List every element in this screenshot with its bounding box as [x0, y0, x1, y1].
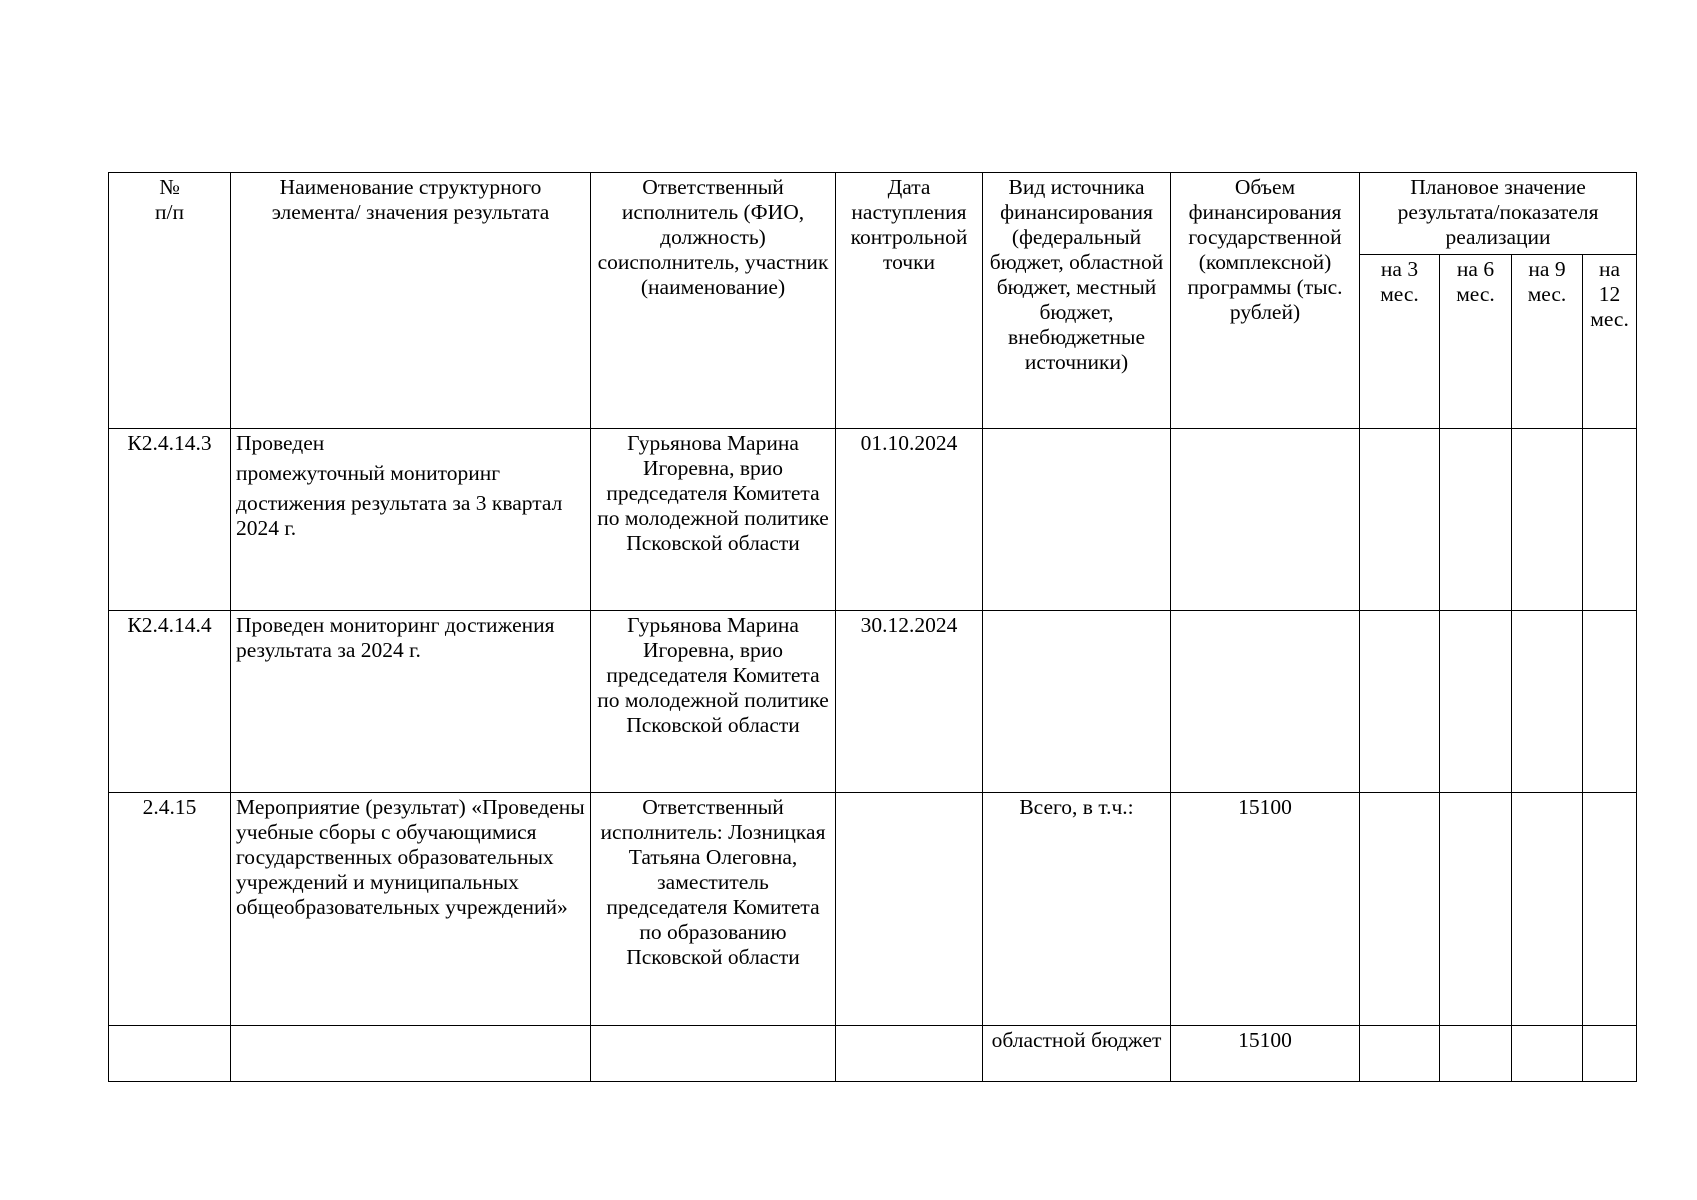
cell-responsible: Гурьянова Марина Игоревна, врио председателя Комитета по молодежной политике Псковской области — [591, 611, 836, 793]
cell-name: Проведен мониторинг достижения результата за 2024 г. — [231, 611, 591, 793]
header-name: Наименование структурного элемента/ значения результата — [231, 173, 591, 429]
header-num: № п/п — [109, 173, 231, 429]
cell-name — [231, 429, 591, 611]
cell-source: Всего, в т.ч.: — [983, 793, 1171, 1026]
cell-m9 — [1512, 611, 1583, 793]
cell-m12 — [1583, 611, 1637, 793]
cell-num: 2.4.15 — [109, 793, 231, 1026]
cell-m12 — [1583, 793, 1637, 1026]
header-planned: Плановое значение результата/показателя реализации — [1360, 173, 1637, 255]
cell-m9 — [1512, 793, 1583, 1026]
header-date: Дата наступления контрольной точки — [836, 173, 983, 429]
cell-date: 30.12.2024 — [836, 611, 983, 793]
cell-responsible: Гурьянова Марина Игоревна, врио председателя Комитета по молодежной политике Псковской области — [591, 429, 836, 611]
table-row — [109, 429, 1637, 611]
cell-responsible — [591, 1026, 836, 1082]
cell-source — [983, 611, 1171, 793]
header-m6: на 6 мес. — [1440, 255, 1512, 429]
cell-name: Мероприятие (результат) «Проведены учебные сборы с обучающимися государственных образовательных учреждений и муниципальных общеобразовательных учреждений» — [231, 793, 591, 1026]
header-row — [109, 173, 1637, 255]
cell-source — [983, 429, 1171, 611]
cell-m3 — [1360, 793, 1440, 1026]
cell-m6 — [1440, 429, 1512, 611]
cell-name-line: промежуточный мониторинг — [236, 461, 501, 485]
header-volume: Объем финансирования государственной (комплексной) программы (тыс. рублей) — [1171, 173, 1360, 429]
table-row — [109, 793, 1637, 1026]
control-points-table — [108, 172, 1637, 1082]
cell-m3 — [1360, 429, 1440, 611]
cell-m6 — [1440, 1026, 1512, 1082]
header-responsible: Ответственный исполнитель (ФИО, должность) соисполнитель, участник (наименование) — [591, 173, 836, 429]
table-row — [109, 611, 1637, 793]
header-m9: на 9 мес. — [1512, 255, 1583, 429]
cell-num: К2.4.14.3 — [109, 429, 231, 611]
cell-date — [836, 793, 983, 1026]
cell-num: К2.4.14.4 — [109, 611, 231, 793]
table-row — [109, 1026, 1637, 1082]
cell-source: областной бюджет — [983, 1026, 1171, 1082]
cell-m9 — [1512, 1026, 1583, 1082]
header-m12: на 12 мес. — [1583, 255, 1637, 429]
cell-m12 — [1583, 1026, 1637, 1082]
cell-date: 01.10.2024 — [836, 429, 983, 611]
cell-responsible: Ответственный исполнитель: Лозницкая Татьяна Олеговна, заместитель председателя Комитета по образованию Псковской области — [591, 793, 836, 1026]
header-source: Вид источника финансирования (федеральный бюджет, областной бюджет, местный бюджет, внебюджетные источники) — [983, 173, 1171, 429]
cell-m6 — [1440, 611, 1512, 793]
cell-m3 — [1360, 611, 1440, 793]
cell-m6 — [1440, 793, 1512, 1026]
cell-m12 — [1583, 429, 1637, 611]
cell-name — [231, 1026, 591, 1082]
cell-m9 — [1512, 429, 1583, 611]
cell-volume — [1171, 429, 1360, 611]
cell-num — [109, 1026, 231, 1082]
cell-m3 — [1360, 1026, 1440, 1082]
header-m3: на 3 мес. — [1360, 255, 1440, 429]
cell-volume — [1171, 611, 1360, 793]
cell-volume: 15100 — [1171, 1026, 1360, 1082]
cell-name-line: достижения результата за 3 квартал 2024 г. — [236, 491, 563, 540]
cell-name-line: Проведен — [236, 431, 325, 455]
cell-volume: 15100 — [1171, 793, 1360, 1026]
cell-date — [836, 1026, 983, 1082]
